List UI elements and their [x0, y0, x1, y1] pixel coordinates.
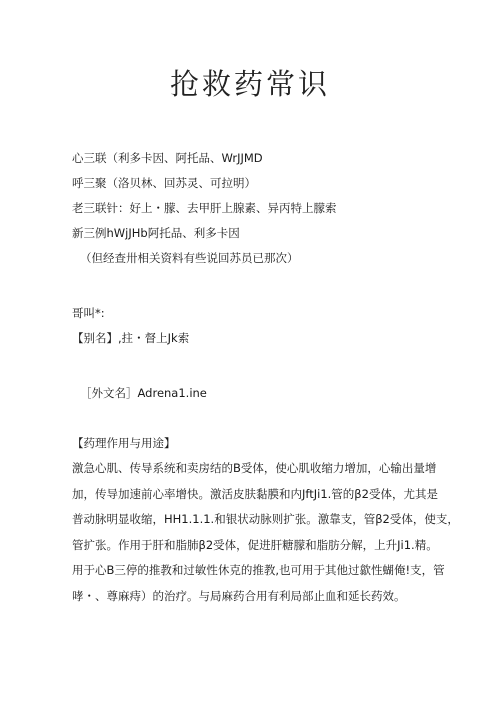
page-title: 抢救药常识	[169, 67, 330, 101]
pharmacology-heading: 【药理作用与用途】	[72, 436, 176, 450]
intro-line-respiratory-triple: 呼三聚（洛贝林、回苏灵、可拉明）	[72, 176, 256, 190]
pharmacology-line: 管扩张。作用于肝和脂肺β2受体，促进肝糖朦和脂肪分解，上升Ji1.精。	[72, 537, 438, 552]
pharmacology-line: 加，传导加速前心率增快。激活皮肤黏膜和内JftJi1.管的β2受体，尤其是	[72, 486, 438, 501]
pharmacology-line: 哮・、尊麻痔）的治疗。与局麻药合用有利局部止血和延长药效。	[72, 588, 406, 603]
pharmacology-line: 激急心肌、传导系统和卖房结的B受体，使心肌收缩力增加，心输出量增	[72, 461, 437, 475]
intro-line-old-triple: 老三联针：好上・朦、去甲肝上腺素、异丙特上朦索	[72, 201, 337, 215]
intro-line-heart-triple: 心三联（利多卡因、阿托品、WrJJMD	[72, 151, 263, 165]
intro-line-new-triple: 新三例hWjJHb阿托品、利多卡因	[72, 226, 240, 240]
drug-heading: 哥叫*:	[72, 306, 105, 320]
foreign-name-line: ［外文名］Adrena1.ine	[80, 386, 207, 400]
alias-line: 【别名】,拄・督上Jk索	[72, 331, 190, 345]
intro-line-note: （但经查卅相关资料有些说回苏员已那次）	[80, 251, 299, 265]
pharmacology-line: 普动脉明显收缩，HH1.1.1.和银状动脉则扩张。激靠支，管β2受体，使支，	[72, 512, 459, 526]
pharmacology-line: 用于心B三停的推教和过敏性休克的推教,也可用于其他过歙性蝴俺!支，管	[72, 563, 445, 577]
pharmacology-paragraph	[72, 456, 459, 609]
